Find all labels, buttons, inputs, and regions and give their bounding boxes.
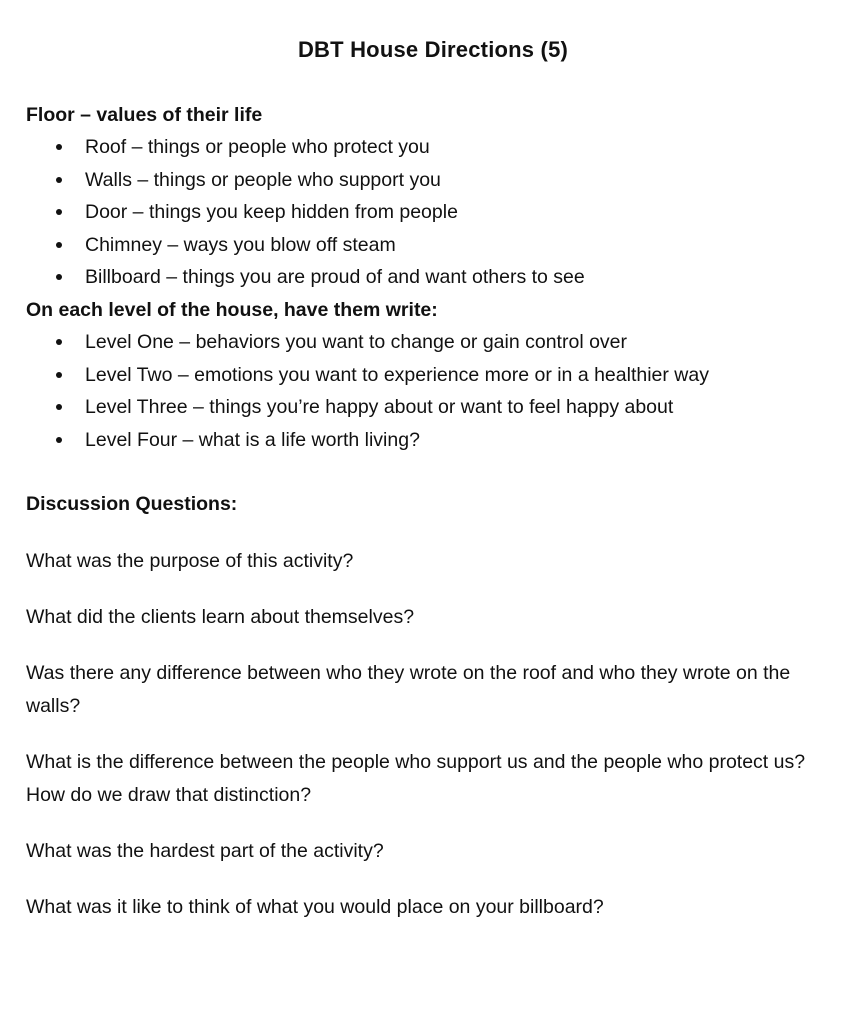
list-item: Level Three – things you’re happy about or want to feel happy about — [26, 391, 826, 424]
discussion-question: What was the hardest part of the activity? — [26, 840, 384, 863]
levels-bullet-list — [26, 326, 840, 456]
list-item: Level Two – emotions you want to experience more or in a healthier way — [26, 359, 826, 392]
list-item: Door – things you keep hidden from people — [26, 196, 826, 229]
list-item: Level One – behaviors you want to change or gain control over — [26, 326, 826, 359]
list-item: Roof – things or people who protect you — [26, 131, 826, 164]
list-item: Walls – things or people who support you — [26, 164, 826, 197]
list-item: Chimney – ways you blow off steam — [26, 229, 826, 262]
discussion-question: What did the clients learn about themselves? — [26, 606, 415, 629]
directions-block — [26, 99, 840, 457]
discussion-question: What is the difference between the people who support us and the people who protect us? How do we draw that distinction? — [26, 751, 806, 807]
discussion-heading: Discussion Questions: — [26, 493, 238, 516]
section-heading-levels: On each level of the house, have them write: — [26, 298, 438, 321]
page-title: DBT House Directions (5) — [297, 37, 569, 62]
discussion-question: What was the purpose of this activity? — [26, 550, 354, 573]
discussion-question: Was there any difference between who they wrote on the roof and who they wrote on the walls? — [26, 662, 791, 718]
list-item: Billboard – things you are proud of and want others to see — [26, 261, 826, 294]
discussion-question: What was it like to think of what you would place on your billboard? — [26, 896, 604, 919]
list-item: Level Four – what is a life worth living? — [26, 424, 826, 457]
section-heading-floor: Floor – values of their life — [26, 103, 263, 126]
floor-bullet-list — [26, 131, 840, 294]
